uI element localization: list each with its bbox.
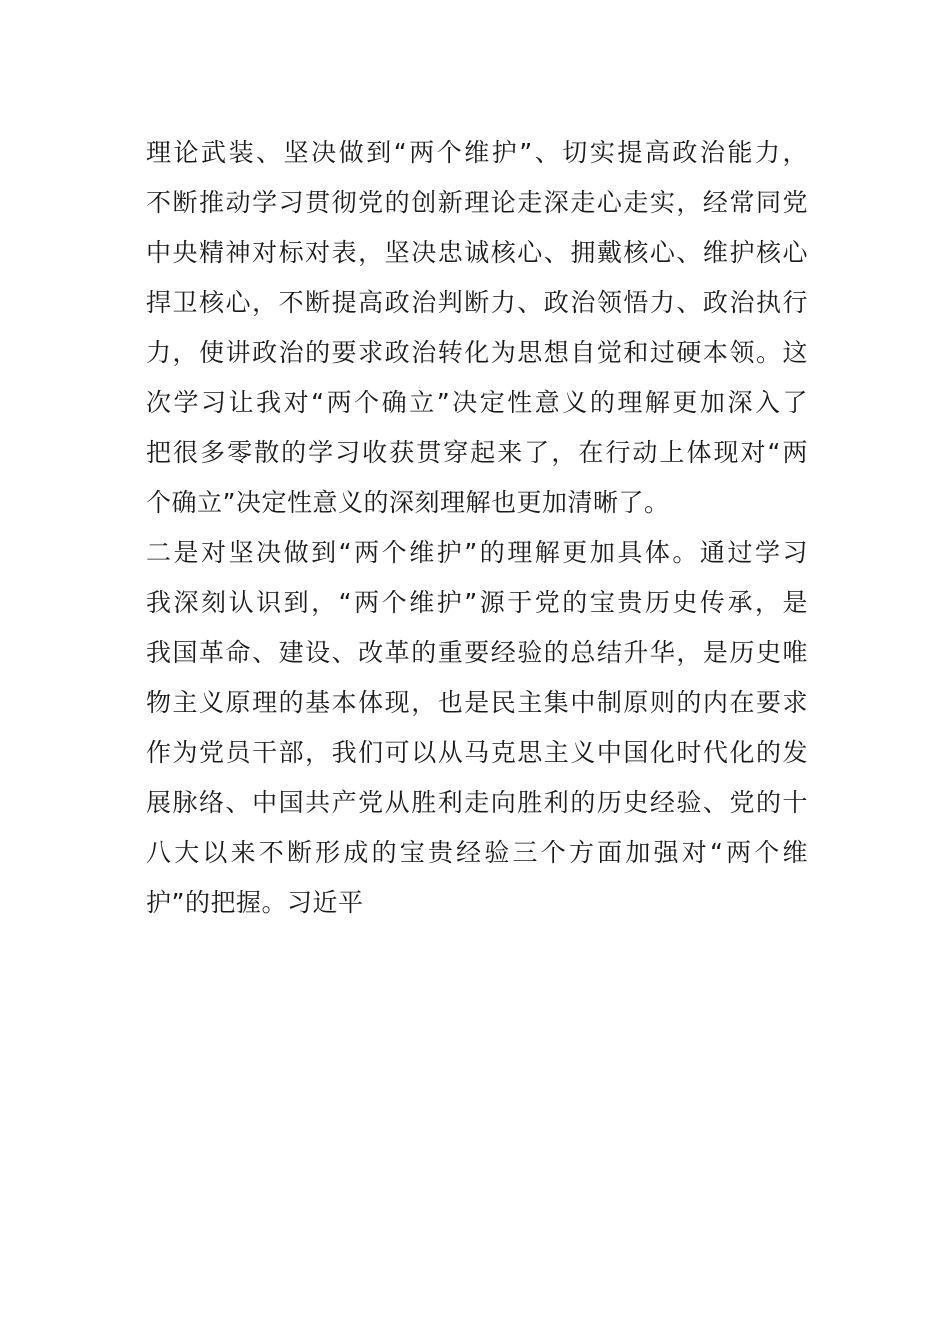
text-line: 把很多零散的学习收获贯穿起来了，在行动上体现对“两 — [146, 438, 808, 467]
text-line: 捍卫核心，不断提高政治判断力、政治领悟力、政治执行 — [146, 288, 808, 317]
text-line: 不断推动学习贯彻党的创新理论走深走心走实，经常同党 — [146, 188, 808, 217]
text-line: 力，使讲政治的要求政治转化为思想自觉和过硬本领。这 — [146, 338, 808, 367]
text-line: 理论武装、坚决做到“两个维护”、切实提高政治能力， — [146, 138, 808, 167]
text-line: 中央精神对标对表，坚决忠诚核心、拥戴核心、维护核心 — [146, 238, 808, 267]
text-line: 八大以来不断形成的宝贵经验三个方面加强对“两个维 — [146, 838, 808, 867]
text-line: 二是对坚决做到“两个维护”的理解更加具体。通过学习 — [146, 538, 808, 567]
body-text — [146, 128, 808, 928]
text-line: 我深刻认识到，“两个维护”源于党的宝贵历史传承，是 — [146, 588, 808, 617]
text-line: 护”的把握。习近平 — [146, 888, 364, 917]
text-line: 作为党员干部，我们可以从马克思主义中国化时代化的发 — [146, 738, 808, 767]
text-line: 物主义原理的基本体现，也是民主集中制原则的内在要求 — [146, 688, 808, 717]
text-line: 次学习让我对“两个确立”决定性意义的理解更加深入了 — [146, 388, 808, 417]
text-line: 我国革命、建设、改革的重要经验的总结升华，是历史唯 — [146, 638, 808, 667]
text-line: 展脉络、中国共产党从胜利走向胜利的历史经验、党的十 — [146, 788, 808, 817]
text-line: 个确立”决定性意义的深刻理解也更加清晰了。 — [146, 488, 670, 517]
